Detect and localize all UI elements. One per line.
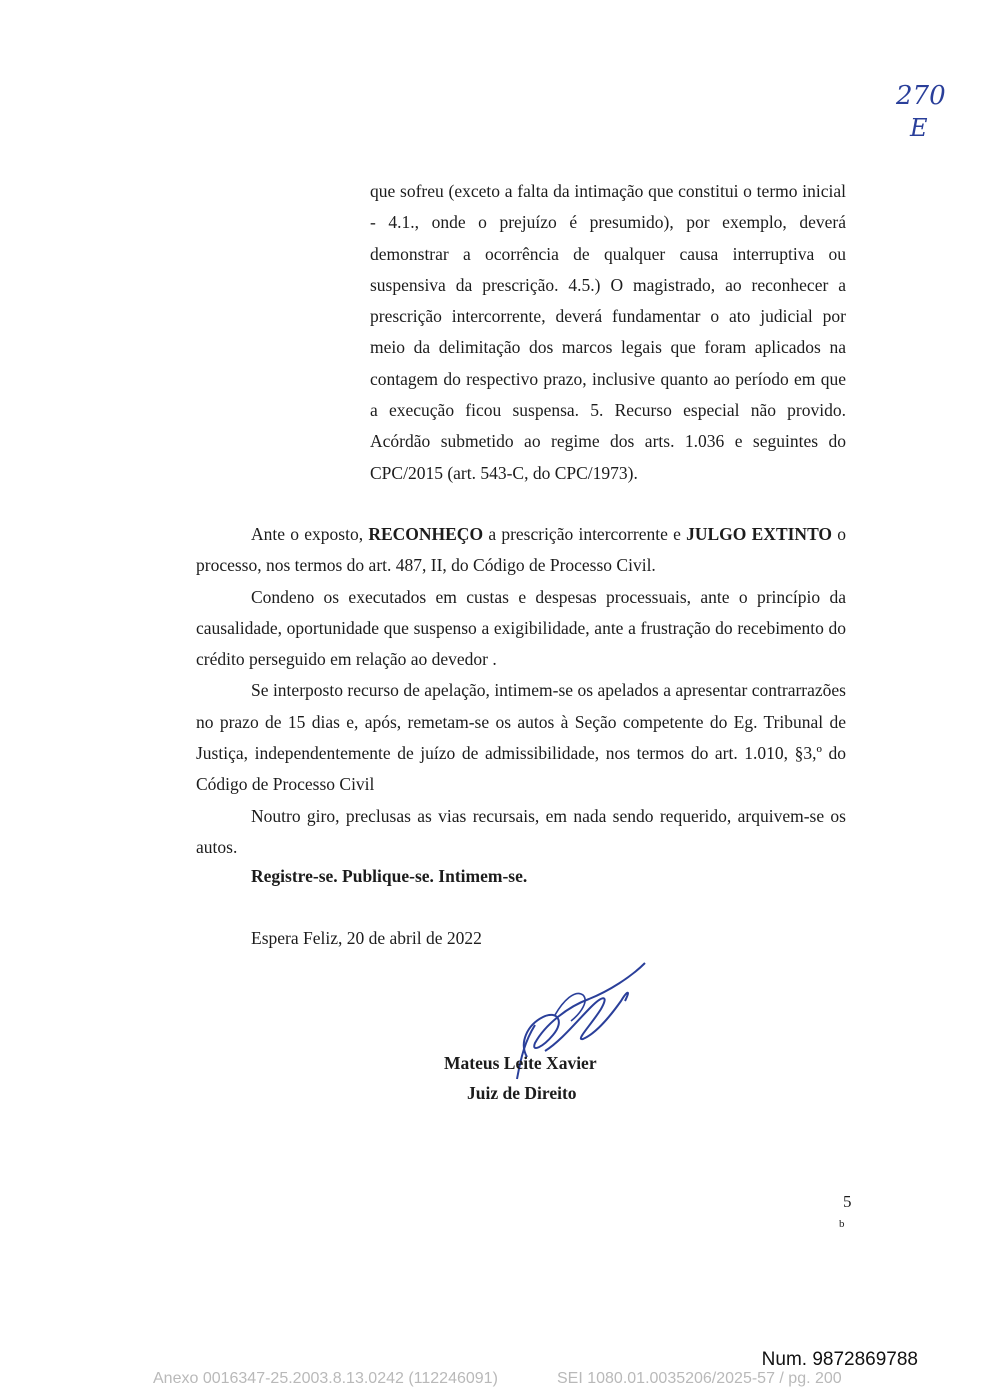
ruling-keyword-extinguish: JULGO EXTINTO xyxy=(686,524,833,544)
annex-reference: Anexo 0016347-25.2003.8.13.0242 (112246091) xyxy=(153,1370,498,1387)
decision-paragraph-ruling: Ante o exposto, RECONHEÇO a prescrição intercorrente e JULGO EXTINTO o processo, nos termos do art. 487, II, do Código de Processo Civil. xyxy=(196,524,847,576)
page-mark: b xyxy=(839,1218,845,1230)
handwritten-page-annotation xyxy=(894,78,954,148)
closing-formula: Registre-se. Publique-se. Intimem-se. xyxy=(251,866,528,886)
decision-paragraph-archive: Noutro giro, preclusas as vias recursais, em nada sendo requerido, arquivem-se os autos. xyxy=(196,805,846,857)
svg-text:270: 270 xyxy=(896,81,946,111)
sei-reference: SEI 1080.01.0035206/2025-57 / pg. 200 xyxy=(557,1370,842,1387)
quoted-precedent xyxy=(370,176,846,489)
place-and-date: Espera Feliz, 20 de abril de 2022 xyxy=(251,928,482,948)
svg-text:E: E xyxy=(910,114,928,142)
ruling-keyword-recognize: RECONHEÇO xyxy=(368,524,484,544)
signer-name: Mateus Leite Xavier xyxy=(444,1053,597,1073)
signer-role: Juiz de Direito xyxy=(467,1083,577,1103)
decision-body xyxy=(196,519,846,863)
quoted-precedent-text: que sofreu (exceto a falta da intimação que constitui o termo inicial - 4.1., onde o prejuízo é presumido), por exemplo, deverá demonstrar a ocorrência de qualquer causa interruptiva ou suspensiva da prescrição. 4.5.) O magistrado, ao reconhecer a prescrição intercorrente, deverá fundamentar o ato judicial por meio da delimitação dos marcos legais que foram aplicados na contagem do respectivo prazo, inclusive quanto ao período em que a execução ficou suspensa. 5. Recurso especial não provido. Acórdão submetido ao regime dos arts. 1.036 e seguintes do CPC/2015 (art. 543-C, do CPC/1973). xyxy=(370,181,846,483)
decision-paragraph-appeal: Se interposto recurso de apelação, intimem-se os apelados a apresentar contrarrazões no prazo de 15 dias e, após, remetam-se os autos à Seção competente do Eg. Tribunal de Justiça, independentemente de juízo de admissibilidade, nos termos do art. 1.010, §3,º do Código de Processo Civil xyxy=(196,680,846,795)
decision-paragraph-costs: Condeno os executados em custas e despesas processuais, ante o princípio da causalidade, oportunidade que suspenso a exigibilidade, ante a frustração do recebimento do crédito perseguido em relação ao devedor . xyxy=(196,586,846,670)
document-number: Num. 9872869788 xyxy=(761,1349,918,1370)
page-number: 5 xyxy=(843,1192,852,1211)
